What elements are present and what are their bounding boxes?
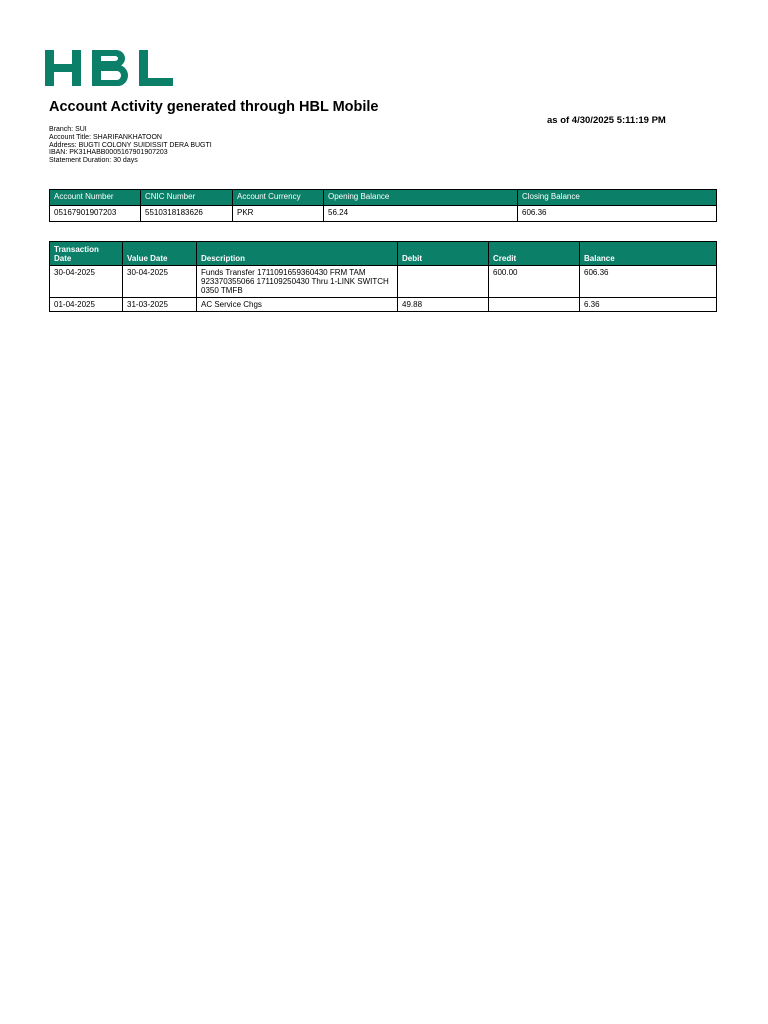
credit (489, 298, 580, 312)
closing-balance-value: 606.36 (518, 206, 717, 222)
transactions-header-row (50, 242, 717, 266)
account-currency-value: PKR (233, 206, 324, 222)
header-value-date: Value Date (123, 242, 197, 266)
account-summary-table (49, 189, 717, 222)
transactions-table (49, 241, 717, 312)
table-row (50, 298, 717, 312)
account-number-value: 05167901907203 (50, 206, 141, 222)
summary-header-account-currency: Account Currency (233, 190, 324, 206)
summary-header-closing-balance: Closing Balance (518, 190, 717, 206)
description: Funds Transfer 1711091659360430 FRM TAM 923370355066 171109250430 Thru 1-LINK SWITCH 0350 TMFB (197, 266, 398, 298)
iban-line: IBAN: PK31HABB0005167901907203 (49, 149, 168, 157)
summary-row (50, 206, 717, 222)
hbl-logo (45, 50, 175, 86)
header-debit: Debit (398, 242, 489, 266)
statement-duration-line: Statement Duration: 30 days (49, 157, 138, 165)
summary-header-cnic-number: CNIC Number (141, 190, 233, 206)
transaction-date: 30-04-2025 (50, 266, 123, 298)
summary-header-account-number: Account Number (50, 190, 141, 206)
debit: 49.88 (398, 298, 489, 312)
summary-header-opening-balance: Opening Balance (324, 190, 518, 206)
debit (398, 266, 489, 298)
page-title: Account Activity generated through HBL Mobile (49, 99, 379, 115)
transaction-date: 01-04-2025 (50, 298, 123, 312)
balance: 6.36 (580, 298, 717, 312)
credit: 600.00 (489, 266, 580, 298)
header-balance: Balance (580, 242, 717, 266)
statement-timestamp: as of 4/30/2025 5:11:19 PM (547, 115, 666, 126)
branch-line: Branch: SUI (49, 126, 87, 133)
opening-balance-value: 56.24 (324, 206, 518, 222)
summary-header-row (50, 190, 717, 206)
header-description: Description (197, 242, 398, 266)
cnic-number-value: 5510318183626 (141, 206, 233, 222)
account-title-line: Account Title: SHARIFANKHATOON (49, 133, 162, 141)
address-line: Address: BUGTI COLONY SUIDISSIT DERA BUGTI (49, 141, 212, 149)
value-date: 31-03-2025 (123, 298, 197, 312)
value-date: 30-04-2025 (123, 266, 197, 298)
description: AC Service Chgs (197, 298, 398, 312)
header-credit: Credit (489, 242, 580, 266)
table-row (50, 266, 717, 298)
header-transaction-date: Transaction Date (50, 242, 123, 266)
account-details (49, 126, 212, 165)
balance: 606.36 (580, 266, 717, 298)
